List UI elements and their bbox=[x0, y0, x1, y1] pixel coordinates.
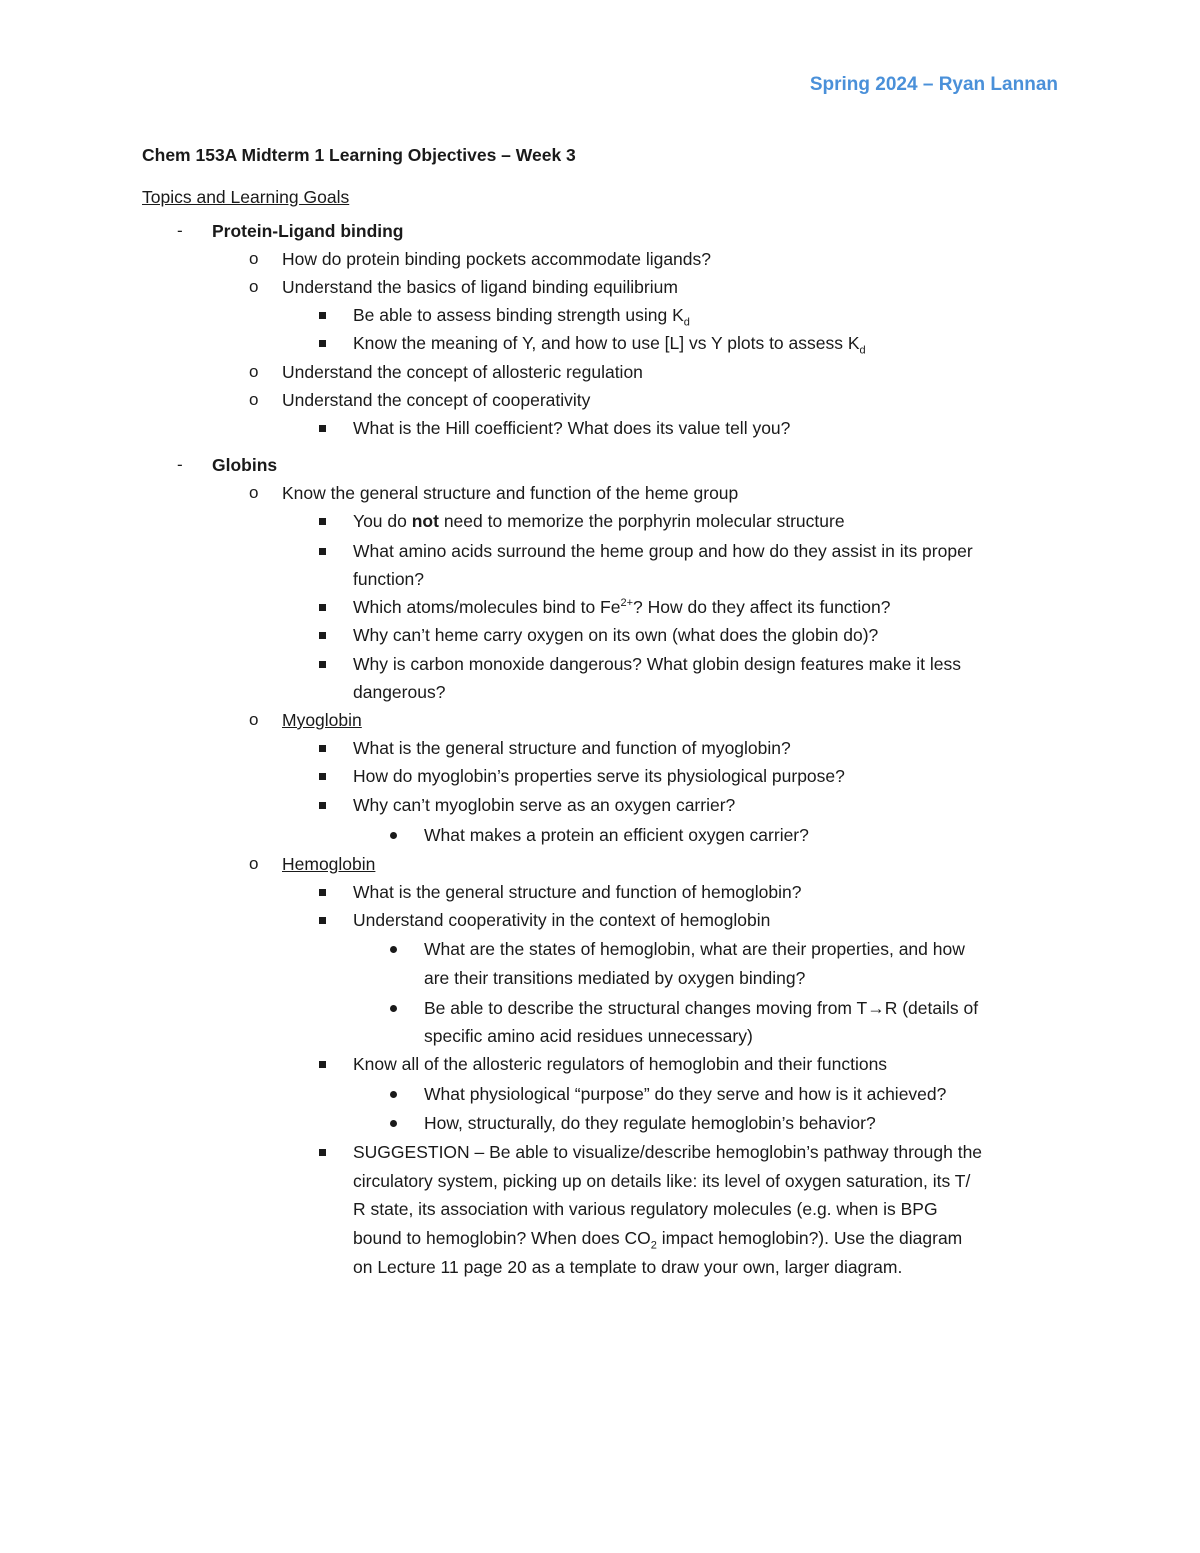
square-bullet-icon bbox=[319, 632, 326, 639]
objective-subitem: Be able to assess binding strength using $K_d$ bbox=[353, 305, 690, 329]
objective-subitem-continued: dangerous? bbox=[353, 682, 446, 702]
square-bullet-icon bbox=[319, 518, 326, 525]
header-term-author: Spring 2024 – Ryan Lannan bbox=[809, 74, 1058, 95]
subtopic-myoglobin: Myoglobin bbox=[282, 710, 362, 730]
objective-item: Understand the basics of ligand binding equilibrium bbox=[282, 277, 678, 297]
objective-detail: What physiological “purpose” do they serve and how is it achieved? bbox=[424, 1084, 947, 1104]
circle-marker: o bbox=[249, 362, 259, 381]
circle-marker: o bbox=[249, 710, 259, 729]
circle-marker: o bbox=[249, 854, 259, 873]
objective-item: Understand the concept of allosteric regulation bbox=[282, 362, 643, 382]
square-bullet-icon bbox=[319, 548, 326, 555]
square-bullet-icon bbox=[319, 425, 326, 432]
objective-subitem: What is the general structure and function of hemoglobin? bbox=[353, 882, 802, 902]
topic-globins: Globins bbox=[212, 455, 278, 475]
square-bullet-icon bbox=[319, 745, 326, 752]
objective-detail-continued: are their transitions mediated by oxygen binding? bbox=[424, 968, 806, 988]
round-bullet-icon bbox=[390, 1120, 397, 1127]
objective-subitem: What is the general structure and function of myoglobin? bbox=[353, 738, 791, 758]
objective-detail-continued: specific amino acid residues unnecessary) bbox=[424, 1026, 753, 1046]
suggestion-line: on Lecture 11 page 20 as a template to draw your own, larger diagram. bbox=[353, 1257, 903, 1277]
objective-subitem-continued: function? bbox=[353, 569, 425, 589]
square-bullet-icon bbox=[319, 889, 326, 896]
objective-subitem: Which atoms/molecules bind to $Fe^{2+}$? How do they affect its function? bbox=[353, 597, 891, 617]
suggestion-line: SUGGESTION – Be able to visualize/describe hemoglobin’s pathway through the bbox=[353, 1142, 983, 1162]
square-bullet-icon bbox=[319, 802, 326, 809]
objective-detail: What makes a protein an efficient oxygen carrier? bbox=[424, 825, 809, 845]
document-title: Chem 153A Midterm 1 Learning Objectives – Week 3 bbox=[142, 145, 576, 165]
dash-marker: - bbox=[177, 221, 183, 240]
circle-marker: o bbox=[249, 249, 259, 268]
section-heading: Topics and Learning Goals bbox=[142, 187, 350, 207]
round-bullet-icon bbox=[390, 1005, 397, 1012]
circle-marker: o bbox=[249, 277, 259, 296]
square-bullet-icon bbox=[319, 1061, 326, 1068]
objective-subitem: Why is carbon monoxide dangerous? What globin design features make it less bbox=[353, 654, 961, 674]
square-bullet-icon bbox=[319, 340, 326, 347]
objective-item: How do protein binding pockets accommodate ligands? bbox=[282, 249, 712, 269]
topic-protein-ligand: Protein-Ligand binding bbox=[212, 221, 404, 241]
subtopic-hemoglobin: Hemoglobin bbox=[282, 854, 376, 874]
square-bullet-icon bbox=[319, 917, 326, 924]
objective-subitem: How do myoglobin’s properties serve its physiological purpose? bbox=[353, 766, 845, 786]
suggestion-line: R state, its association with various regulatory molecules (e.g. when is BPG bbox=[353, 1199, 938, 1219]
objective-subitem: Know the meaning of Y, and how to use [L] vs Y plots to assess $K_d$ bbox=[353, 333, 866, 357]
square-bullet-icon bbox=[319, 312, 326, 319]
objective-subitem: What is the Hill coefficient? What does its value tell you? bbox=[353, 418, 791, 438]
square-bullet-icon bbox=[319, 1149, 326, 1156]
square-bullet-icon bbox=[319, 661, 326, 668]
circle-marker: o bbox=[249, 483, 259, 502]
objective-subitem: Know all of the allosteric regulators of hemoglobin and their functions bbox=[353, 1054, 888, 1074]
suggestion-line: bound to hemoglobin? When does $CO_2$ impact hemoglobin?). Use the diagram bbox=[353, 1228, 963, 1252]
round-bullet-icon bbox=[390, 946, 397, 953]
objective-subitem: Why can’t myoglobin serve as an oxygen carrier? bbox=[353, 795, 736, 815]
objective-subitem: You do not need to memorize the porphyrin molecular structure bbox=[353, 511, 845, 531]
dash-marker: - bbox=[177, 455, 183, 474]
round-bullet-icon bbox=[390, 1091, 397, 1098]
objective-item: Understand the concept of cooperativity bbox=[282, 390, 591, 410]
square-bullet-icon bbox=[319, 773, 326, 780]
objective-detail: How, structurally, do they regulate hemoglobin’s behavior? bbox=[424, 1113, 876, 1133]
square-bullet-icon bbox=[319, 604, 326, 611]
objective-item: Know the general structure and function of the heme group bbox=[282, 483, 739, 503]
objective-subitem: Why can’t heme carry oxygen on its own (what does the globin do)? bbox=[353, 625, 879, 645]
objective-detail: What are the states of hemoglobin, what are their properties, and how bbox=[424, 939, 965, 959]
round-bullet-icon bbox=[390, 832, 397, 839]
objective-subitem: Understand cooperativity in the context of hemoglobin bbox=[353, 910, 771, 930]
objective-detail: Be able to describe the structural changes moving from T→R (details of bbox=[424, 998, 979, 1018]
objective-subitem: What amino acids surround the heme group and how do they assist in its proper bbox=[353, 541, 973, 561]
circle-marker: o bbox=[249, 390, 259, 409]
suggestion-line: circulatory system, picking up on details like: its level of oxygen saturation, its T/ bbox=[353, 1171, 971, 1191]
